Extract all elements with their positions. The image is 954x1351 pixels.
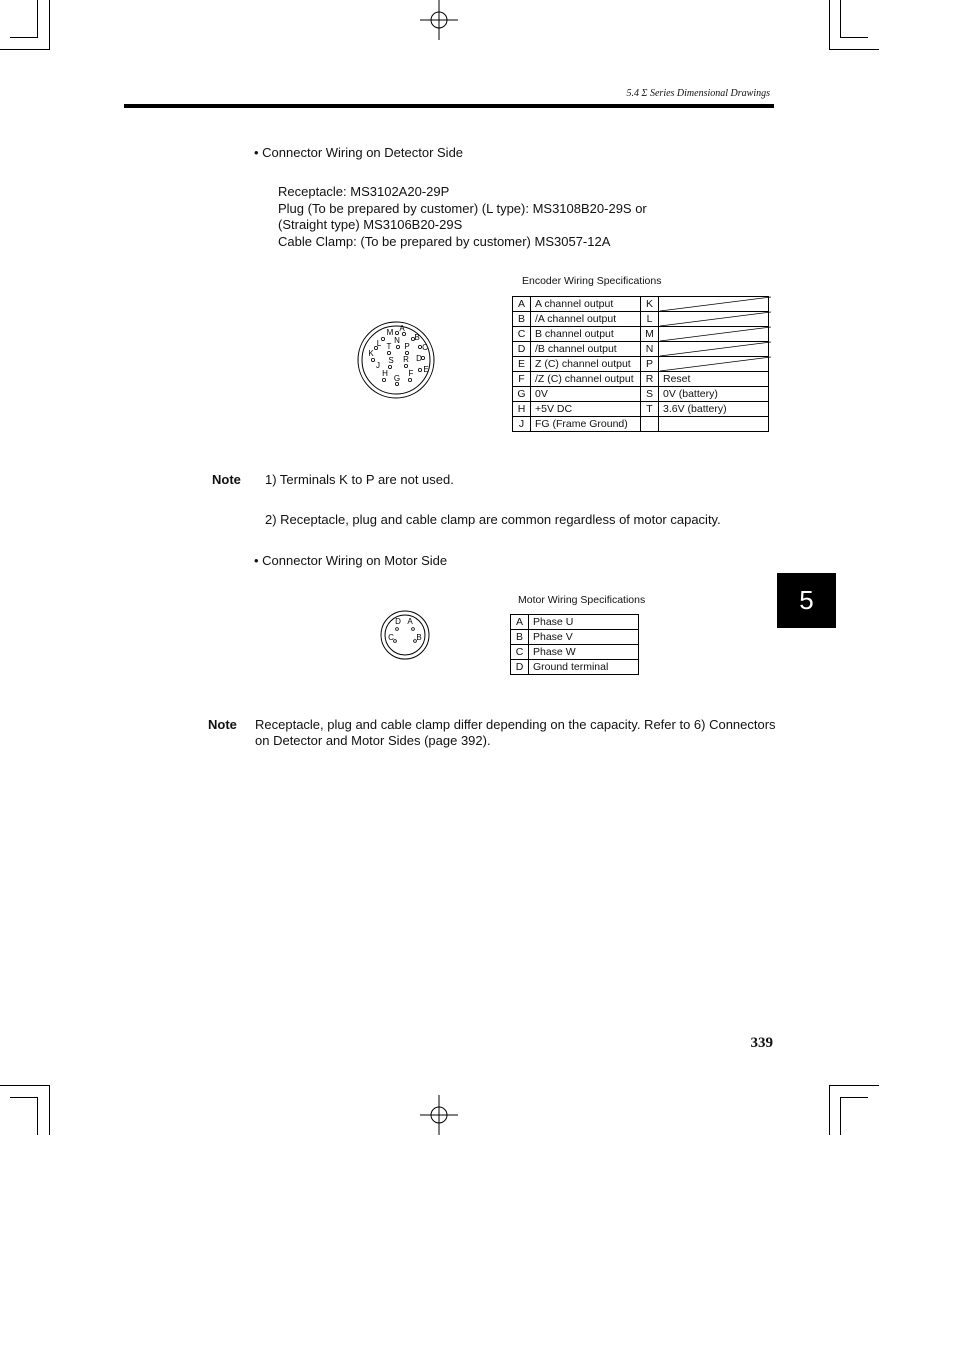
table-row (513, 417, 769, 432)
crop-mark (49, 1085, 50, 1135)
connector-pin-label: F (408, 369, 414, 378)
motor-table-caption: Motor Wiring Specifications (518, 594, 646, 606)
crop-mark (37, 1097, 38, 1135)
connector-pin-label: D (395, 617, 401, 626)
connector-pin-label: N (394, 336, 400, 345)
pin-code: H (513, 402, 531, 417)
crop-mark (10, 37, 38, 38)
pin-code: M (641, 327, 659, 342)
connector-pin-label: C (422, 343, 428, 352)
pin-signal: +5V DC (531, 402, 641, 417)
table-row (513, 402, 769, 417)
table-row (513, 387, 769, 402)
crop-mark (829, 1085, 830, 1135)
pin-signal: Phase V (529, 630, 639, 645)
motor-heading: • Connector Wiring on Motor Side (254, 553, 448, 568)
pin-code: L (641, 312, 659, 327)
pin-signal: Phase U (529, 615, 639, 630)
pin-signal: Reset (659, 372, 769, 387)
pin-signal: FG (Frame Ground) (531, 417, 641, 432)
pin-code: G (513, 387, 531, 402)
encoder-heading: • Connector Wiring on Detector Side (254, 145, 464, 160)
table-row (511, 660, 639, 675)
pin-code: R (641, 372, 659, 387)
pin-code: K (641, 297, 659, 312)
note-label: Note (208, 717, 237, 732)
crop-mark (10, 1097, 38, 1098)
crop-mark (840, 1097, 841, 1135)
connector-pin-label: E (423, 365, 429, 374)
pin-signal: Phase W (529, 645, 639, 660)
table-row (511, 615, 639, 630)
crop-mark (37, 0, 38, 38)
motor-connector-diagram (379, 609, 431, 661)
pin-code: D (513, 342, 531, 357)
pin-code: F (513, 372, 531, 387)
pin-code: J (513, 417, 531, 432)
unused-rows-strike (660, 296, 772, 374)
pin-signal: /A channel output (531, 312, 641, 327)
pin-signal: Z (C) channel output (531, 357, 641, 372)
connector-pin-label: G (393, 374, 401, 383)
crop-mark (840, 37, 868, 38)
registration-mark (420, 0, 460, 40)
table-row (511, 645, 639, 660)
crop-mark (840, 1097, 868, 1098)
section-title: 5.4 Σ Series Dimensional Drawings (626, 88, 770, 99)
note-text: 2) Receptacle, plug and cable clamp are common regardless of motor capacity. (265, 512, 721, 527)
connector-pin-label: K (368, 349, 374, 358)
connector-pin-label: S (388, 356, 394, 365)
note-text: on Detector and Motor Sides (page 392). (255, 733, 491, 748)
page-number: 339 (750, 1035, 773, 1051)
chapter-tab: 5 (777, 573, 836, 628)
crop-mark (0, 1085, 50, 1086)
connector-pin-label: B (414, 333, 420, 342)
encoder-line: Plug (To be prepared by customer) (L type): MS3108B20-29S or (278, 201, 647, 216)
connector-pin-label: A (399, 324, 405, 333)
pin-signal: 0V (battery) (659, 387, 769, 402)
connector-pin-label: H (382, 369, 388, 378)
note-label: Note (212, 472, 241, 487)
connector-pin-label: P (404, 342, 410, 351)
pin-signal: Ground terminal (529, 660, 639, 675)
pin-code: S (641, 387, 659, 402)
pin-signal (659, 417, 769, 432)
crop-mark (49, 0, 50, 50)
motor-wiring-table (510, 614, 639, 675)
crop-mark (829, 49, 879, 50)
encoder-line: Cable Clamp: (To be prepared by customer) MS3057-12A (278, 234, 611, 249)
connector-pin-label: M (386, 328, 394, 337)
crop-mark (840, 0, 841, 38)
connector-pin-label: D (416, 354, 422, 363)
table-row (511, 630, 639, 645)
pin-signal: /Z (C) channel output (531, 372, 641, 387)
pin-code: C (513, 327, 531, 342)
encoder-table-caption: Encoder Wiring Specifications (522, 275, 662, 287)
pin-signal: 3.6V (battery) (659, 402, 769, 417)
connector-pin-label: A (407, 617, 413, 626)
crop-mark (829, 0, 830, 50)
pin-signal: /B channel output (531, 342, 641, 357)
pin-code: B (513, 312, 531, 327)
pin-code: B (511, 630, 529, 645)
encoder-line: Receptacle: MS3102A20-29P (278, 184, 450, 199)
pin-code: A (513, 297, 531, 312)
crop-mark (0, 49, 50, 50)
registration-mark (420, 1095, 460, 1135)
pin-code (641, 417, 659, 432)
pin-signal: 0V (531, 387, 641, 402)
pin-code: D (511, 660, 529, 675)
pin-code: N (641, 342, 659, 357)
pin-code: A (511, 615, 529, 630)
header-rule (124, 104, 774, 108)
pin-code: P (641, 357, 659, 372)
pin-code: E (513, 357, 531, 372)
pin-code: T (641, 402, 659, 417)
note-text: Receptacle, plug and cable clamp differ depending on the capacity. Refer to 6) Connectors (255, 717, 776, 732)
connector-pin-label: R (403, 355, 409, 364)
pin-code: C (511, 645, 529, 660)
connector-pin-label: B (416, 633, 422, 642)
connector-pin-label: C (388, 633, 394, 642)
crop-mark (829, 1085, 879, 1086)
connector-pin-label: T (386, 342, 392, 351)
encoder-connector-diagram (356, 320, 438, 400)
encoder-line: (Straight type) MS3106B20-29S (278, 217, 463, 232)
connector-pin-label: L (376, 339, 382, 348)
pin-signal: B channel output (531, 327, 641, 342)
connector-pin-label: J (376, 361, 380, 370)
note-text: 1) Terminals K to P are not used. (265, 472, 454, 487)
pin-signal: A channel output (531, 297, 641, 312)
